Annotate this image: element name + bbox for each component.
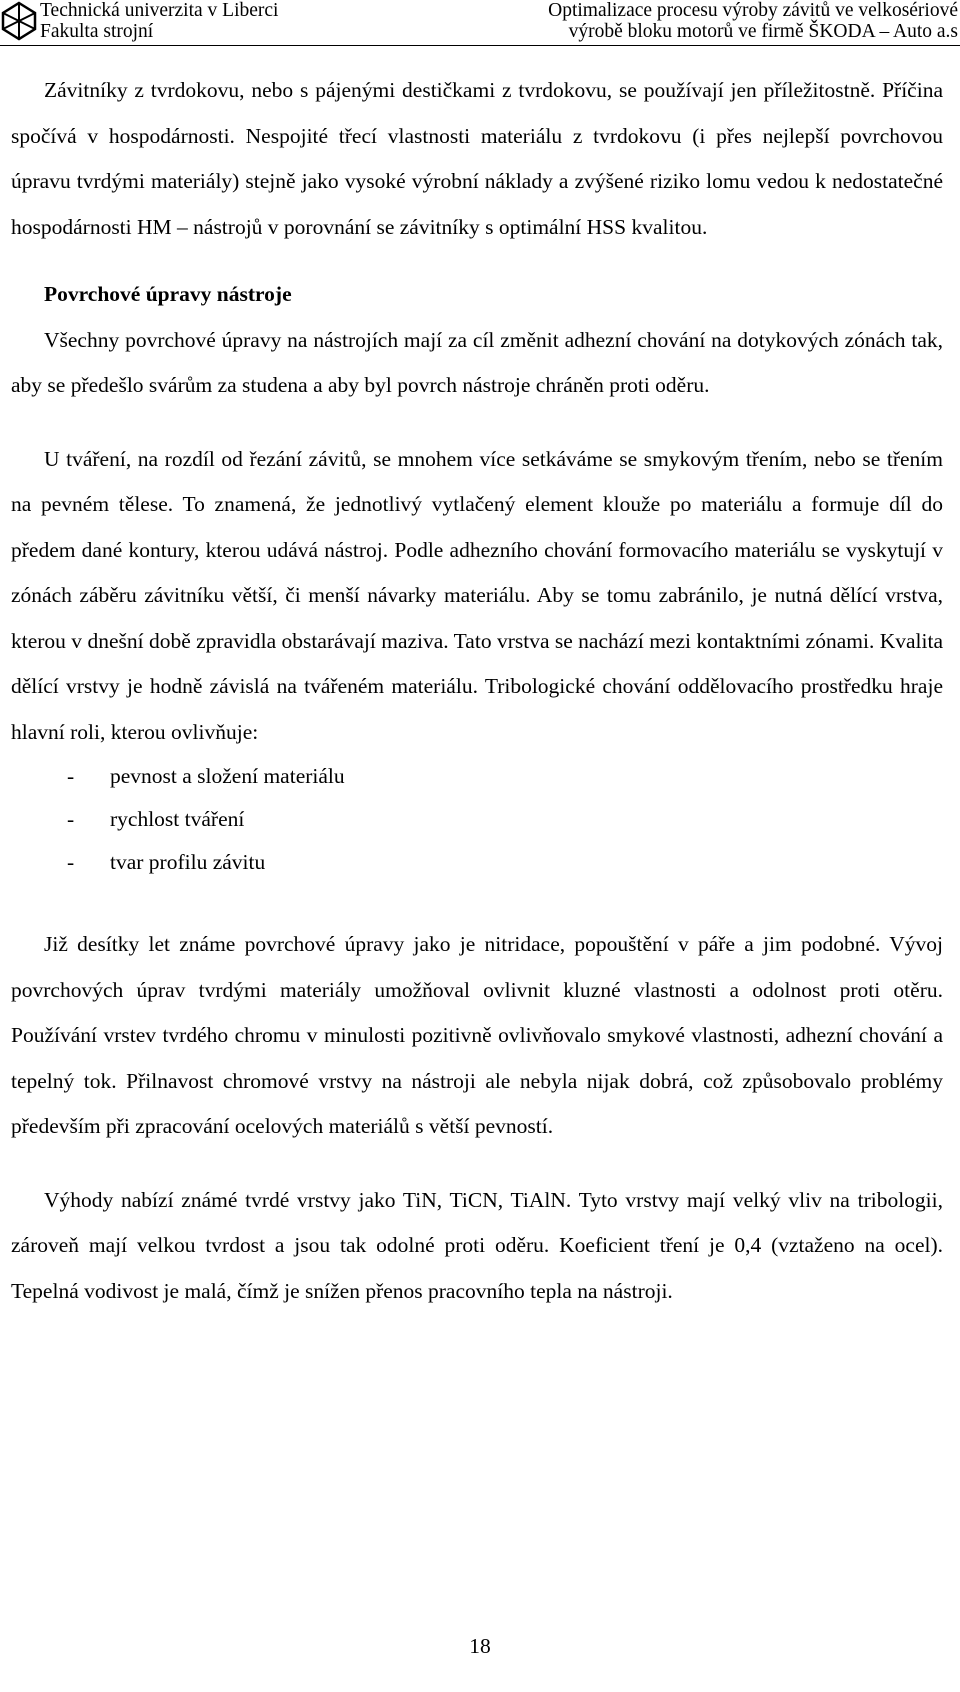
paragraph-3: U tváření, na rozdíl od řezání závitů, se mnohem více setkáváme se smykovým třením, nebo se třením na pevném tělese. To znamená, že jednotlivý vytlačený element klouže po materiálu a formuje díl do předem dané kontury, kterou udává nástroj. Podle adhezního chování formovacího materiálu se vyskytují v zónách záběru závitníku větší, či menší návarky materiálu. Aby se tomu zabránilo, je nutná dělící vrstva, kterou v dnešní době zpravidla obstarávají maziva. Tato vrstva se nachází mezi kontaktními zónami. Kvalita dělící vrstvy je hodně závislá na tvářeném materiálu. Tribologické chování oddělovacího prostředku hraje hlavní roli, kterou ovlivňuje: (11, 446, 943, 744)
list-dash: - (67, 807, 75, 831)
header-title-line2: výrobě bloku motorů ve firmě ŠKODA – Auto a.s (568, 21, 958, 42)
paragraph-5: Výhody nabízí známé tvrdé vrstvy jako TiN, TiCN, TiAlN. Tyto vrstvy mají velký vliv na tribologii, zároveň mají velkou tvrdost a jsou tak odolné proti oděru. Koeficient tření je 0,4 (vztaženo na ocel). Tepelná vodivost je malá, čímž je snížen přenos pracovního tepla na nástroji. (11, 1187, 943, 1303)
page-header (0, 0, 960, 46)
list-dash: - (67, 764, 75, 788)
header-university: Technická univerzita v Liberci (40, 0, 279, 21)
section-heading: Povrchové úpravy nástroje (44, 282, 292, 306)
paragraph-4: Již desítky let známe povrchové úpravy jako je nitridace, popouštění v páře a jim podobné. Vývoj povrchových úprav tvrdými materiály umožňoval ovlivnit kluzné vlastnosti a odolnost proti otěru. Používání vrstev tvrdého chromu v minulosti pozitivně ovlivňovalo smykové vlastnosti, adhezní chování a tepelný tok. Přilnavost chromové vrstvy na nástroji ale nebyla nijak dobrá, což způsobovalo problémy především při zpracování ocelových materiálů s větší pevností. (11, 932, 943, 1138)
university-logo-icon (1, 1, 37, 41)
paragraph-1: Závitníky z tvrdokovu, nebo s pájenými destičkami z tvrdokovu, se používají jen příležitostně. Příčina spočívá v hospodárnosti. Nespojité třecí vlastnosti materiálu z tvrdokovu (i přes nejlepší povrchovou úpravu tvrdými materiály) stejně jako vysoké výrobní náklady a zvýšené riziko lomu vedou k nedostatečné hospodárnosti HM – nástrojů v porovnání se závitníky s optimální HSS kvalitou. (11, 78, 943, 239)
document-body (11, 68, 943, 1314)
list-item (11, 841, 943, 884)
list-item-text: tvar profilu závitu (110, 850, 266, 874)
list-item (11, 798, 943, 841)
list-item-text: pevnost a složení materiálu (110, 764, 345, 788)
factor-list (11, 755, 943, 884)
paragraph-2: Všechny povrchové úpravy na nástrojích mají za cíl změnit adhezní chování na dotykových zónách tak, aby se předešlo svárům za studena a aby byl povrch nástroje chráněn proti oděru. (11, 327, 943, 397)
header-faculty: Fakulta strojní (40, 21, 154, 42)
list-dash: - (67, 850, 75, 874)
header-title-line1: Optimalizace procesu výroby závitů ve velkosériové (548, 0, 958, 21)
list-item (11, 755, 943, 798)
header-thesis-title (548, 0, 958, 42)
list-item-text: rychlost tváření (110, 807, 245, 831)
header-institution (40, 0, 278, 42)
page-number: 18 (469, 1634, 491, 1658)
